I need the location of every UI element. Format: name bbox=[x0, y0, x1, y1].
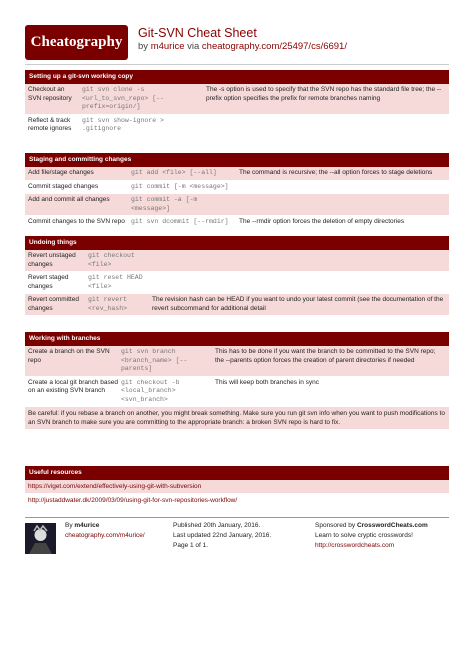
row-description bbox=[149, 272, 449, 293]
row-label: Commit changes to the SVN repo bbox=[28, 218, 125, 225]
footer-by: By bbox=[65, 522, 73, 529]
byline bbox=[138, 41, 347, 52]
row-description: The revision hash can be HEAD if you want to undo your latest commit (see the documentation of the revert subcommand for additional detail bbox=[152, 296, 444, 312]
table-row bbox=[25, 167, 449, 181]
resource-link[interactable]: https://viget.com/extend/effectively-using-git-with-subversion bbox=[25, 480, 449, 494]
page-number: Page 1 of 1. bbox=[173, 542, 209, 549]
table-row bbox=[25, 194, 449, 216]
author-avatar[interactable] bbox=[25, 523, 56, 554]
row-label: Commit staged changes bbox=[28, 182, 99, 190]
row-label: Create a branch on the SVN repo bbox=[28, 348, 110, 364]
avatar-image-icon bbox=[25, 523, 56, 554]
section-title: Undoing things bbox=[25, 236, 449, 250]
row-description bbox=[236, 181, 449, 194]
footer bbox=[25, 517, 449, 549]
row-command: git checkout -b <local_branch> <svn_branch> bbox=[121, 378, 180, 403]
section-title: Working with branches bbox=[25, 332, 449, 346]
row-command: git svn clone -s <url_to_svn_repo> [--prefix=origin/] bbox=[82, 86, 164, 110]
row-command: git checkout <file> bbox=[88, 252, 135, 268]
table-row bbox=[25, 250, 449, 272]
section-staging bbox=[25, 153, 449, 230]
row-description: The command is recursive; the --all option forces to stage deletions bbox=[239, 169, 433, 176]
row-label: Revert committed changes bbox=[28, 296, 79, 312]
warning-note: Be careful: if you rebase a branch on another, you might break something. Make sure you run git svn info when you want to push modifications to an SVN branch to make sure you are committing to the appropriate branch: a broken SVN repo is hard to fix. bbox=[25, 407, 449, 429]
logo-text: Cheatography bbox=[30, 34, 123, 50]
row-label: Add and commit all changes bbox=[28, 196, 110, 203]
row-label: Add file/stage changes bbox=[28, 169, 94, 176]
row-command: git commit [-m <message>] bbox=[131, 182, 229, 190]
section-title: Setting up a git-svn working copy bbox=[25, 70, 449, 84]
table-row bbox=[25, 216, 449, 230]
row-description: This will keep both branches in sync bbox=[215, 378, 320, 386]
table-row bbox=[25, 84, 449, 115]
footer-publication bbox=[173, 521, 271, 551]
table-row bbox=[25, 115, 449, 137]
by-prefix: by bbox=[138, 41, 149, 52]
via-text: via bbox=[187, 41, 200, 52]
row-command: git svn branch <branch_name> [--parents] bbox=[121, 348, 188, 372]
page-title: Git-SVN Cheat Sheet bbox=[138, 26, 257, 40]
section-resources bbox=[25, 466, 449, 508]
updated-date: Last updated 22nd January, 2016. bbox=[173, 532, 272, 539]
row-command: git svn dcommit [--rmdir] bbox=[131, 218, 229, 225]
section-title: Useful resources bbox=[25, 466, 449, 480]
row-label: Create a local git branch based on an existing SVN branch bbox=[28, 378, 118, 394]
row-description: This has to be done if you want the branch to be committed to the SVN repo; the --parents option forces the creation of parent directories if needed bbox=[215, 348, 436, 364]
table-row bbox=[25, 377, 449, 408]
row-description: The -s option is used to specify that the SVN repo has the standard file tree; the --prefix option specifies the prefix for remote branches naming bbox=[206, 86, 442, 102]
row-description bbox=[149, 250, 449, 271]
published-date: Published 20th January, 2016. bbox=[173, 522, 261, 529]
row-description bbox=[203, 115, 449, 136]
sponsor-link[interactable]: http://crosswordcheats.com bbox=[315, 542, 395, 549]
row-command: git reset HEAD <file> bbox=[88, 274, 143, 290]
row-command: git revert <rev_hash> bbox=[88, 296, 128, 312]
row-command: git commit -a [-m <message>] bbox=[131, 196, 198, 212]
row-command: git add <file> [--all] bbox=[131, 169, 217, 176]
footer-author bbox=[65, 521, 145, 541]
author-link[interactable]: m4urice bbox=[150, 41, 185, 52]
row-command: git svn show-ignore > .gitignore bbox=[82, 116, 164, 132]
footer-sponsor bbox=[315, 521, 428, 551]
row-label: Reflect & track remote ignores bbox=[28, 116, 72, 132]
section-branches bbox=[25, 332, 449, 429]
sponsor-tagline: Learn to solve cryptic crosswords! bbox=[315, 532, 413, 539]
sheet-url-link[interactable]: cheatography.com/25497/cs/6691/ bbox=[201, 41, 347, 52]
table-row bbox=[25, 181, 449, 195]
row-description: The --rmdir option forces the deletion of empty directories bbox=[239, 218, 405, 225]
row-label: Revert staged changes bbox=[28, 274, 69, 290]
table-row bbox=[25, 346, 449, 377]
footer-author-link[interactable]: cheatography.com/m4urice/ bbox=[65, 532, 145, 539]
table-row bbox=[25, 272, 449, 294]
resource-link[interactable]: http://justaddwater.dk/2009/03/09/using-git-for-svn-repositories-workflow/ bbox=[25, 494, 449, 508]
sponsor-name: CrosswordCheats.com bbox=[356, 522, 428, 529]
row-description bbox=[236, 194, 449, 215]
header-divider bbox=[25, 64, 449, 65]
row-label: Checkout an SVN repository bbox=[28, 86, 72, 102]
row-label: Revert unstaged changes bbox=[28, 252, 76, 268]
footer-author-name: m4urice bbox=[74, 522, 100, 529]
section-title: Staging and committing changes bbox=[25, 153, 449, 167]
table-row bbox=[25, 294, 449, 316]
section-setup bbox=[25, 70, 449, 137]
sponsor-prefix: Sponsored by bbox=[315, 522, 356, 529]
section-undoing bbox=[25, 236, 449, 316]
cheatography-logo[interactable] bbox=[25, 25, 128, 60]
